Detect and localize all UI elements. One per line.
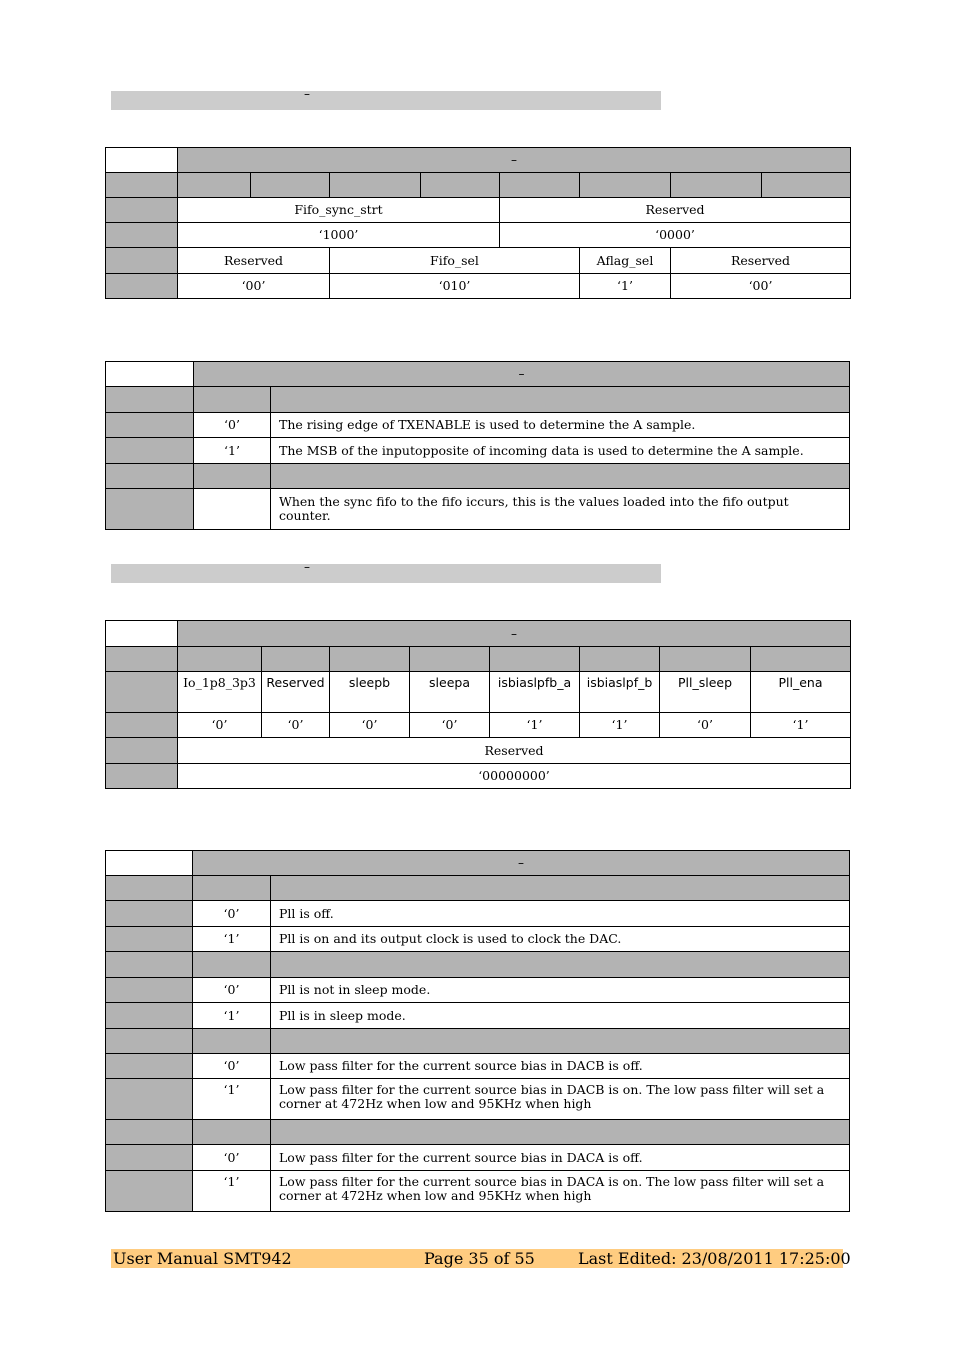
field-name: Pll_ena (751, 672, 851, 713)
field-default: ‘00’ (178, 274, 330, 299)
setting-description: The rising edge of TXENABLE is used to determine the A sample. (271, 413, 850, 438)
table-cell (106, 148, 178, 173)
setting-description: Low pass filter for the current source bias in DACA is off. (271, 1145, 850, 1171)
table-cell (106, 738, 178, 764)
field-default: ‘1’ (751, 713, 851, 738)
setting-value: ‘1’ (193, 1079, 271, 1120)
setting-description: Low pass filter for the current source bias in DACB is off. (271, 1054, 850, 1079)
section-heading: – (304, 560, 310, 574)
table-cell (193, 1120, 271, 1145)
setting-description: Pll is in sleep mode. (271, 1003, 850, 1029)
table-cell (751, 647, 851, 672)
table-cell (193, 952, 271, 978)
table-cell (330, 647, 410, 672)
table-cell (106, 1145, 193, 1171)
table-cell (106, 851, 193, 876)
table-cell (106, 952, 193, 978)
table-cell (178, 647, 262, 672)
field-name: Reserved (262, 672, 330, 713)
table-header: – (193, 851, 850, 876)
field-default: ‘0000’ (500, 223, 851, 248)
table-cell (490, 647, 580, 672)
footer-manual-title: User Manual SMT942 (113, 1249, 292, 1268)
register-map-table (105, 147, 851, 299)
field-default: ‘010’ (330, 274, 580, 299)
table-cell (193, 876, 271, 901)
setting-description: When the sync fifo to the fifo iccurs, this is the values loaded into the fifo output counter. (271, 489, 850, 530)
field-description-table (105, 850, 850, 1212)
field-description-table (105, 361, 850, 530)
table-cell (194, 489, 271, 530)
setting-description: The MSB of the inputopposite of incoming data is used to determine the A sample. (271, 438, 850, 464)
field-name: sleepb (330, 672, 410, 713)
field-name: Reserved (500, 198, 851, 223)
table-cell (106, 876, 193, 901)
setting-description: Low pass filter for the current source bias in DACB is on. The low pass filter will set a corner at 472Hz when low and 95KHz when high (271, 1079, 850, 1120)
setting-value: ‘0’ (193, 901, 271, 927)
table-cell (106, 464, 194, 489)
table-cell (671, 173, 762, 198)
table-header: – (178, 148, 851, 173)
field-default: ‘1’ (490, 713, 580, 738)
footer-page-number: Page 35 of 55 (424, 1249, 535, 1268)
table-cell (106, 173, 178, 198)
field-name: isbiaslpf_b (580, 672, 660, 713)
field-name: Fifo_sel (330, 248, 580, 274)
table-cell (271, 1029, 850, 1054)
table-cell (106, 223, 178, 248)
table-cell (330, 173, 421, 198)
field-default: ‘0’ (262, 713, 330, 738)
setting-value: ‘1’ (194, 438, 271, 464)
section-heading-bar (111, 87, 661, 110)
field-default: ‘0’ (660, 713, 751, 738)
table-header: – (194, 362, 850, 387)
table-cell (106, 198, 178, 223)
table-cell (106, 978, 193, 1003)
table-cell (106, 713, 178, 738)
table-cell (178, 173, 251, 198)
field-name: Reserved (671, 248, 851, 274)
table-cell (106, 489, 194, 530)
table-cell (106, 1003, 193, 1029)
table-cell (106, 1079, 193, 1120)
setting-description: Low pass filter for the current source bias in DACA is on. The low pass filter will set a corner at 472Hz when low and 95KHz when high (271, 1171, 850, 1212)
table-cell (106, 764, 178, 789)
table-cell (106, 621, 178, 647)
field-default: ‘0’ (178, 713, 262, 738)
table-cell (660, 647, 751, 672)
table-cell (106, 1054, 193, 1079)
table-cell (500, 173, 580, 198)
table-cell (194, 387, 271, 413)
field-name: sleepa (410, 672, 490, 713)
field-name: isbiaslpfb_a (490, 672, 580, 713)
table-cell (271, 1120, 850, 1145)
section-heading-bar (111, 560, 661, 583)
table-cell (271, 387, 850, 413)
table-cell (106, 413, 194, 438)
table-cell (410, 647, 490, 672)
field-default: ‘1’ (580, 274, 671, 299)
section-heading: – (304, 87, 310, 101)
table-cell (106, 1171, 193, 1212)
table-cell (106, 901, 193, 927)
setting-value: ‘1’ (193, 927, 271, 952)
field-name: Reserved (178, 248, 330, 274)
field-name: Pll_sleep (660, 672, 751, 713)
table-cell (106, 927, 193, 952)
table-cell (262, 647, 330, 672)
setting-description: Pll is not in sleep mode. (271, 978, 850, 1003)
setting-description: Pll is on and its output clock is used to clock the DAC. (271, 927, 850, 952)
field-default: ‘1’ (580, 713, 660, 738)
table-cell (106, 274, 178, 299)
table-cell (762, 173, 851, 198)
table-cell (106, 1120, 193, 1145)
field-name: Reserved (178, 738, 851, 764)
table-cell (271, 464, 850, 489)
setting-description: Pll is off. (271, 901, 850, 927)
table-cell (271, 876, 850, 901)
table-cell (194, 464, 271, 489)
field-default: ‘0’ (410, 713, 490, 738)
table-cell (106, 387, 194, 413)
field-name: Aflag_sel (580, 248, 671, 274)
table-cell (251, 173, 330, 198)
setting-value: ‘1’ (193, 1171, 271, 1212)
table-header: – (178, 621, 851, 647)
table-cell (106, 672, 178, 713)
field-default: ‘00000000’ (178, 764, 851, 789)
table-cell (106, 438, 194, 464)
field-default: ‘1000’ (178, 223, 500, 248)
table-cell (106, 362, 194, 387)
table-cell (580, 173, 671, 198)
table-cell (193, 1029, 271, 1054)
table-cell (271, 952, 850, 978)
footer-last-edited: Last Edited: 23/08/2011 17:25:00 (578, 1249, 851, 1268)
setting-value: ‘0’ (193, 978, 271, 1003)
setting-value: ‘0’ (194, 413, 271, 438)
setting-value: ‘1’ (193, 1003, 271, 1029)
page-footer (111, 1249, 851, 1268)
table-cell (421, 173, 500, 198)
setting-value: ‘0’ (193, 1145, 271, 1171)
table-cell (106, 248, 178, 274)
table-cell (106, 1029, 193, 1054)
setting-value: ‘0’ (193, 1054, 271, 1079)
field-name: Fifo_sync_strt (178, 198, 500, 223)
field-default: ‘0’ (330, 713, 410, 738)
field-default: ‘00’ (671, 274, 851, 299)
register-map-table (105, 620, 851, 789)
field-name: Io_1p8_3p3 (178, 672, 262, 713)
table-cell (106, 647, 178, 672)
table-cell (580, 647, 660, 672)
